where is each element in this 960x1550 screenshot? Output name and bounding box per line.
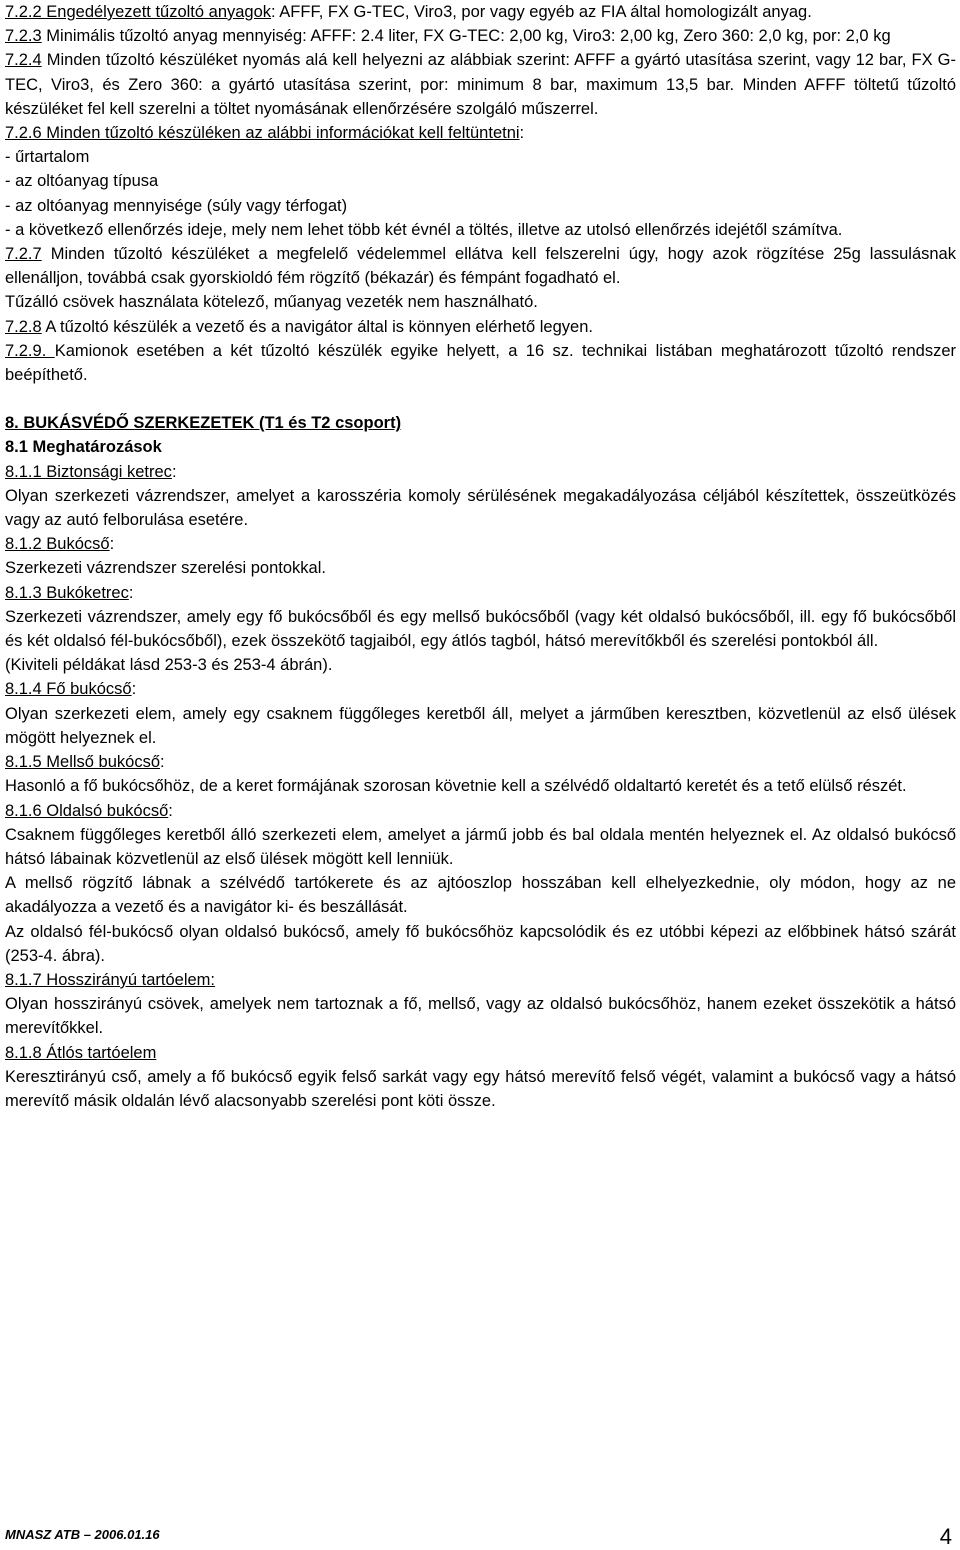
paragraph-text: Tűzálló csövek használata kötelező, műanyag vezeték nem használható. bbox=[5, 293, 538, 312]
paragraph-p-8-1 bbox=[5, 435, 956, 459]
paragraph-p-8-1-6-body bbox=[5, 823, 956, 871]
paragraph-p-8 bbox=[5, 411, 956, 435]
paragraph-gap bbox=[5, 387, 956, 411]
section-heading: 8.1.4 Fő bukócső bbox=[5, 680, 132, 699]
paragraph-text: : bbox=[109, 535, 115, 554]
paragraph-text: Olyan szerkezeti elem, amely egy csaknem függőleges keretből áll, melyet a járműben keresztben, közvetlenül az első ülések mögött helyeznek el. bbox=[5, 704, 956, 747]
section-heading: 8. BUKÁSVÉDŐ SZERKEZETEK (T1 és T2 csoport) bbox=[5, 414, 402, 433]
section-heading: 8.1.6 Oldalsó bukócső bbox=[5, 801, 169, 820]
paragraph-p-8-1-2 bbox=[5, 532, 956, 556]
paragraph-p-8-1-6-b2 bbox=[5, 871, 956, 919]
paragraph-text: A tűzoltó készülék a vezető és a navigátor által is könnyen elérhető legyen. bbox=[41, 317, 593, 336]
paragraph-p-8-1-1-body bbox=[5, 484, 956, 532]
paragraph-p-8-1-5-body bbox=[5, 774, 956, 798]
page-number: 4 bbox=[939, 1524, 952, 1549]
paragraph-p-8-1-4 bbox=[5, 677, 956, 701]
paragraph-p-li-1 bbox=[5, 145, 956, 169]
paragraph-text: - űrtartalom bbox=[5, 148, 90, 167]
paragraph-p-8-1-6 bbox=[5, 799, 956, 823]
section-heading: 7.2.3 bbox=[5, 27, 42, 46]
paragraph-p-8-1-2-body bbox=[5, 556, 956, 580]
section-heading: 7.2.7 bbox=[5, 245, 42, 264]
document-body bbox=[5, 0, 956, 1113]
paragraph-text: Csaknem függőleges keretből álló szerkezeti elem, amelyet a jármű jobb és bal oldala mentén helyeznek el. Az oldalsó bukócső hátsó lábainak közvetlenül az első ülések mögött kell lenniük. bbox=[5, 825, 956, 868]
paragraph-p-8-1-7-body bbox=[5, 992, 956, 1040]
paragraph-p-8-1-3-body bbox=[5, 605, 956, 653]
paragraph-p-7-2-8 bbox=[5, 315, 956, 339]
paragraph-p-8-1-1 bbox=[5, 460, 956, 484]
paragraph-text: - az oltóanyag mennyisége (súly vagy térfogat) bbox=[5, 196, 348, 215]
paragraph-text: Kamionok esetében a két tűzoltó készülék egyike helyett, a 16 sz. technikai listában meghatározott tűzoltó rendszer beépíthető. bbox=[5, 341, 956, 385]
paragraph-text: Minden tűzoltó készüléket a megfelelő védelemmel ellátva kell felszerelni úgy, hogy azok rögzítése 25g lassulásnak ellenálljon, továbbá csak gyorskioldó fém rögzítő (békazár) és fémpánt fogadható el. bbox=[5, 245, 956, 288]
paragraph-text: Az oldalsó fél-bukócső olyan oldalsó bukócső, amely fő bukócsőhöz kapcsolódik és ez utóbbi képezi az előbbinek hátsó szárát (253-4. ábra). bbox=[5, 922, 956, 965]
paragraph-text: : bbox=[171, 462, 177, 481]
paragraph-p-7-2-3 bbox=[5, 24, 956, 48]
paragraph-p-8-1-3-ex bbox=[5, 653, 956, 677]
paragraph-text: : bbox=[160, 753, 165, 772]
paragraph-p-7-2-2 bbox=[5, 0, 956, 24]
paragraph-text: A mellső rögzítő lábnak a szélvédő tartókerete és az ajtóoszlop hosszában kell elhelyezkednie, oly módon, hogy az ne akadályozza a vezető és a navigátor ki- és beszállását. bbox=[5, 874, 956, 917]
paragraph-text: Hasonló a fő bukócsőhöz, de a keret formájának szorosan követnie kell a szélvédő oldaltartó keretét és a tető elülső részét. bbox=[5, 777, 907, 796]
paragraph-p-li-4 bbox=[5, 218, 956, 242]
paragraph-text: Szerkezeti vázrendszer, amely egy fő bukócsőből és egy mellső bukócsőből (vagy két oldalsó bukócsőből, ill. egy fő bukócsőből és két oldalsó fél-bukócsőből), ezek összekötő tagjaiból, egy átlós tagból, hátsó merevítőkből és szerelési pontokból áll. bbox=[5, 607, 956, 651]
paragraph-text: : bbox=[168, 801, 173, 820]
section-heading: 8.1.8 Átlós tartóelem bbox=[5, 1043, 157, 1062]
paragraph-p-7-2-4 bbox=[5, 48, 956, 121]
paragraph-text: Keresztirányú cső, amely a fő bukócső egyik felső sarkát vagy egy hátsó merevítő felső végét, valamint a bukócső vagy a hátsó merevítő másik oldalán lévő alacsonyabb szerelési pont köti össze. bbox=[5, 1067, 956, 1110]
paragraph-text: - a következő ellenőrzés ideje, mely nem lehet több két évnél a töltés, illetve az utolsó ellenőrzés idejétől számítva. bbox=[5, 220, 843, 239]
paragraph-text: : AFFF, FX G-TEC, Viro3, por vagy egyéb az FIA által homologizált anyag. bbox=[271, 3, 812, 21]
paragraph-p-li-3 bbox=[5, 194, 956, 218]
section-heading: 7.2.4 bbox=[5, 51, 42, 70]
section-heading: 8.1.1 Biztonsági ketrec bbox=[5, 462, 172, 481]
paragraph-text: (Kiviteli példákat lásd 253-3 és 253-4 ábrán). bbox=[5, 656, 333, 675]
paragraph-p-tuzallo bbox=[5, 290, 956, 314]
paragraph-p-8-1-7 bbox=[5, 968, 956, 992]
paragraph-p-li-2 bbox=[5, 169, 956, 193]
section-heading: 8.1.5 Mellső bukócső bbox=[5, 753, 161, 772]
section-heading: 7.2.8 bbox=[5, 317, 42, 336]
paragraph-text: Minimális tűzoltó anyag mennyiség: AFFF: 2.4 liter, FX G-TEC: 2,00 kg, Viro3: 2,00 kg, Zero 360: 2,0 kg, por: 2,0 kg bbox=[41, 27, 891, 46]
paragraph-text: 8.1 Meghatározások bbox=[5, 438, 162, 457]
paragraph-text: Olyan hosszirányú csövek, amelyek nem tartoznak a fő, mellső, vagy az oldalsó bukócsőhöz, hanem ezeket összekötik a hátsó merevítőkkel. bbox=[5, 995, 956, 1038]
paragraph-text: : bbox=[131, 680, 137, 699]
paragraph-p-8-1-8 bbox=[5, 1041, 956, 1065]
paragraph-text: Minden tűzoltó készüléket nyomás alá kell helyezni az alábbiak szerint: AFFF a gyártó utasítása szerint, vagy 12 bar, FX G-TEC, Viro3, és Zero 360: a gyártó utasítása szerint, por: minimum 8 bar, maximum 13,5 bar. Minden AFFF töltetű tűzoltó készüléket fel kell szerelni a töltet nyomásának ellenőrzésére szolgáló műszerrel. bbox=[5, 51, 956, 118]
paragraph-text: Szerkezeti vázrendszer szerelési pontokkal. bbox=[5, 559, 326, 578]
paragraph-p-7-2-7 bbox=[5, 242, 956, 290]
section-heading: 8.1.3 Bukóketrec bbox=[5, 583, 129, 602]
section-heading: 7.2.9. bbox=[5, 341, 55, 360]
paragraph-text: : bbox=[519, 124, 525, 143]
paragraph-p-8-1-8-body bbox=[5, 1065, 956, 1113]
paragraph-p-8-1-3 bbox=[5, 581, 956, 605]
section-heading: 8.1.2 Bukócső bbox=[5, 535, 110, 554]
paragraph-p-7-2-6 bbox=[5, 121, 956, 145]
paragraph-p-8-1-6-b3 bbox=[5, 920, 956, 968]
paragraph-p-8-1-4-body bbox=[5, 702, 956, 750]
paragraph-text: Olyan szerkezeti vázrendszer, amelyet a karosszéria komoly sérülésének megakadályozása céljából készítettek, összeütközés vagy az autó felborulása esetére. bbox=[5, 486, 956, 530]
paragraph-p-7-2-9 bbox=[5, 339, 956, 387]
paragraph-text: : bbox=[128, 583, 134, 602]
section-heading: 7.2.2 Engedélyezett tűzoltó anyagok bbox=[5, 3, 272, 21]
paragraph-text: - az oltóanyag típusa bbox=[5, 172, 159, 191]
section-heading: 8.1.7 Hosszirányú tartóelem: bbox=[5, 970, 216, 989]
section-heading: 7.2.6 Minden tűzoltó készüléken az alábbi információkat kell feltüntetni bbox=[5, 124, 520, 143]
paragraph-p-8-1-5 bbox=[5, 750, 956, 774]
footer-text: MNASZ ATB – 2006.01.16 bbox=[5, 1527, 160, 1542]
